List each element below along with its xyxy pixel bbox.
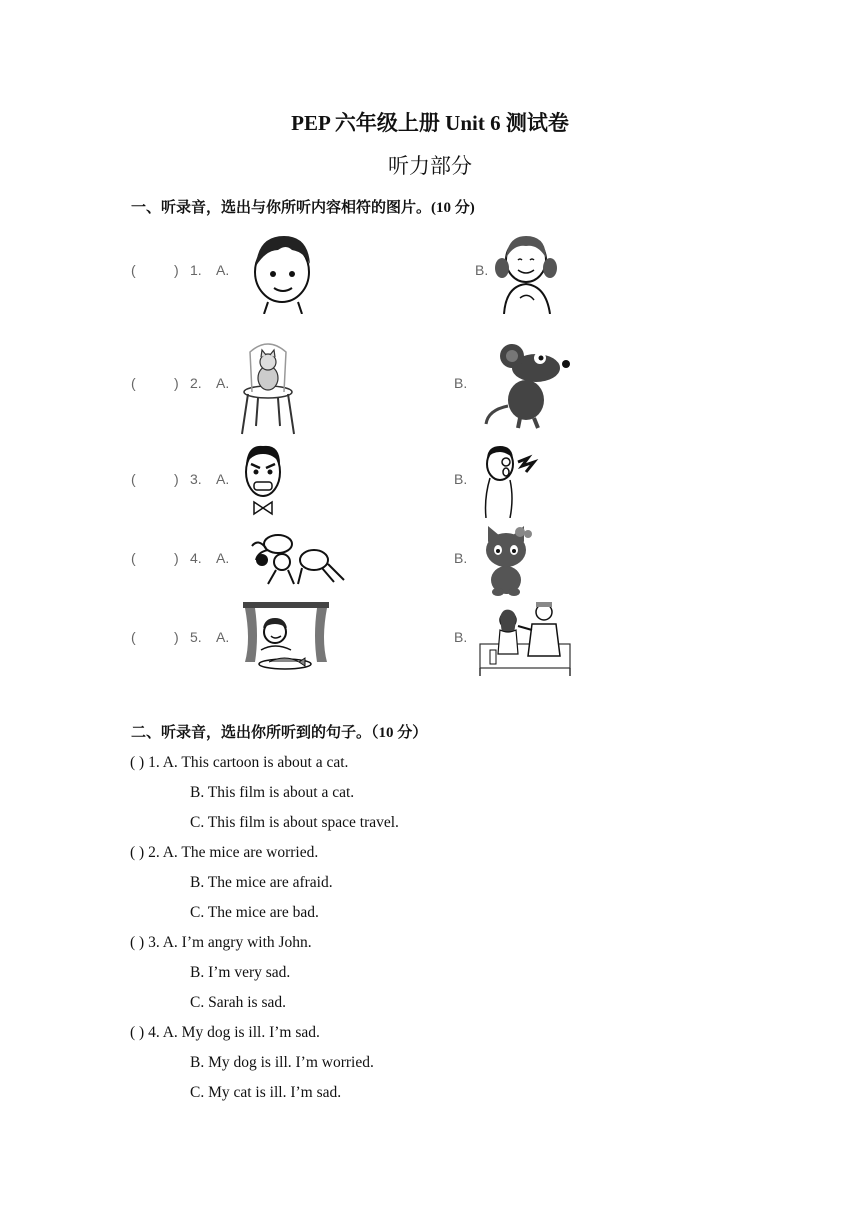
question-option-c: C. This film is about space travel.: [190, 814, 399, 831]
question-option-a: ( ) 3. A. I’m angry with John.: [130, 934, 312, 951]
question-option-a: ( ) 4. A. My dog is ill. I’m sad.: [130, 1024, 320, 1041]
answer-paren-close: ): [174, 550, 179, 566]
section1-heading: 一、听录音，选出与你所听内容相符的图片。(10 分): [131, 200, 475, 216]
ant-icon: [238, 528, 348, 588]
question-option-b: B. The mice are afraid.: [190, 874, 333, 891]
answer-paren-open: (: [131, 375, 136, 391]
option-b-label: B.: [454, 375, 468, 391]
cat-on-chair-icon: [238, 332, 300, 436]
boy-eating-fish-icon: [241, 600, 331, 676]
question-option-b: B. This film is about a cat.: [190, 784, 355, 801]
question-option-a: ( ) 2. A. The mice are worried.: [130, 844, 319, 861]
page-subtitle: 听力部分: [388, 154, 472, 178]
answer-paren-close: ): [174, 629, 179, 645]
mouse-icon: [478, 340, 574, 430]
option-b-label: B.: [454, 471, 468, 487]
question-option-c: C. Sarah is sad.: [190, 994, 287, 1011]
section2-heading: 二、听录音，选出你所听到的句子。（10 分）: [131, 725, 428, 741]
answer-paren-open: (: [131, 471, 136, 487]
boy-face-icon: [246, 230, 322, 314]
question-option-c: C. My cat is ill. I’m sad.: [190, 1084, 342, 1101]
question-number: 3.: [190, 471, 202, 487]
kitten-icon: [478, 522, 536, 596]
answer-paren-open: (: [131, 629, 136, 645]
option-b-label: B.: [475, 262, 489, 278]
option-a-label: A.: [216, 550, 230, 566]
question-option-a: ( ) 1. A. This cartoon is about a cat.: [130, 754, 349, 771]
option-b-label: B.: [454, 550, 468, 566]
option-a-label: A.: [216, 262, 230, 278]
option-a-label: A.: [216, 471, 230, 487]
question-option-b: B. My dog is ill. I’m worried.: [190, 1054, 374, 1071]
page-title: PEP 六年级上册 Unit 6 测试卷: [291, 111, 569, 135]
option-b-label: B.: [454, 629, 468, 645]
question-number: 1.: [190, 262, 202, 278]
question-number: 4.: [190, 550, 202, 566]
question-number: 5.: [190, 629, 202, 645]
smiling-girl-icon: [490, 228, 566, 314]
question-option-c: C. The mice are bad.: [190, 904, 319, 921]
option-a-label: A.: [216, 375, 230, 391]
answer-paren-close: ): [174, 375, 179, 391]
doctor-patient-icon: [478, 600, 572, 676]
answer-paren-close: ): [174, 471, 179, 487]
question-option-b: B. I’m very sad.: [190, 964, 291, 981]
question-number: 2.: [190, 375, 202, 391]
answer-paren-close: ): [174, 262, 179, 278]
angry-man-icon: [240, 442, 286, 518]
answer-paren-open: (: [131, 550, 136, 566]
scared-boy-icon: [480, 442, 540, 518]
answer-paren-open: (: [131, 262, 136, 278]
option-a-label: A.: [216, 629, 230, 645]
